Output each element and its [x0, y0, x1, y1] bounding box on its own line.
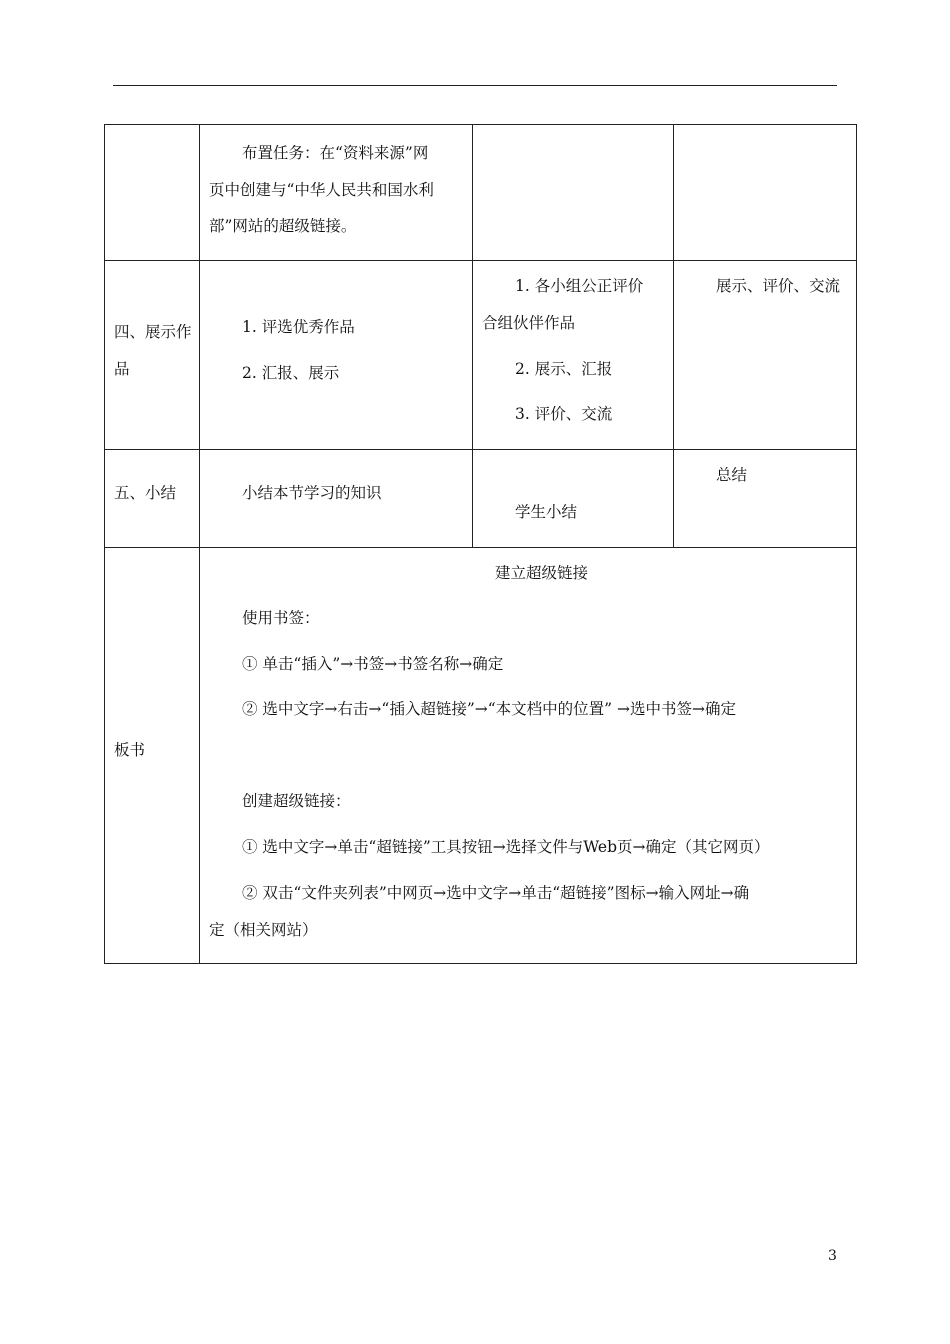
stage-label-line: 四、展示作 [114, 323, 192, 341]
table-row [105, 261, 857, 450]
board-line: ② 选中文字→右击→“插入超链接”→“本文档中的位置” →选中书签→确定 [242, 700, 736, 718]
board-line: 使用书签： [242, 609, 320, 627]
list-item: 合组伙伴作品 [482, 314, 576, 332]
task-text-line: 部”网站的超级链接。 [209, 217, 357, 235]
stage-label: 板书 [114, 741, 146, 759]
stage-label: 五、小结 [114, 484, 177, 502]
task-text-line: 布置任务：在“资料来源”网 [242, 144, 429, 162]
list-item: 2. 展示、汇报 [515, 360, 613, 378]
student-text: 学生小结 [515, 503, 578, 521]
board-title: 建立超级链接 [495, 564, 589, 582]
page-number: 3 [828, 1248, 837, 1264]
lesson-table [104, 124, 857, 964]
purpose-text: 总结 [716, 466, 748, 484]
task-text-line: 页中创建与“中华人民共和国水利 [209, 181, 434, 199]
teacher-text: 小结本节学习的知识 [242, 484, 382, 502]
stage-label-line: 品 [114, 360, 130, 378]
table-row [105, 548, 857, 964]
board-line: ① 单击“插入”→书签→书签名称→确定 [242, 655, 504, 673]
list-item: 2. 汇报、展示 [242, 364, 340, 382]
board-line: ① 选中文字→单击“超链接”工具按钮→选择文件与Web页→确定（其它网页） [242, 838, 770, 856]
table-row [105, 450, 857, 548]
list-item: 1. 各小组公正评价 [515, 277, 644, 295]
board-line: 创建超级链接： [242, 792, 351, 810]
list-item: 3. 评价、交流 [515, 405, 613, 423]
purpose-text: 展示、评价、交流 [716, 277, 841, 295]
table-row [105, 125, 857, 261]
board-line: ② 双击“文件夹列表”中网页→选中文字→单击“超链接”图标→输入网址→确 [242, 884, 750, 902]
header-rule [113, 85, 837, 86]
list-item: 1. 评选优秀作品 [242, 318, 355, 336]
board-line: 定（相关网站） [209, 921, 318, 939]
